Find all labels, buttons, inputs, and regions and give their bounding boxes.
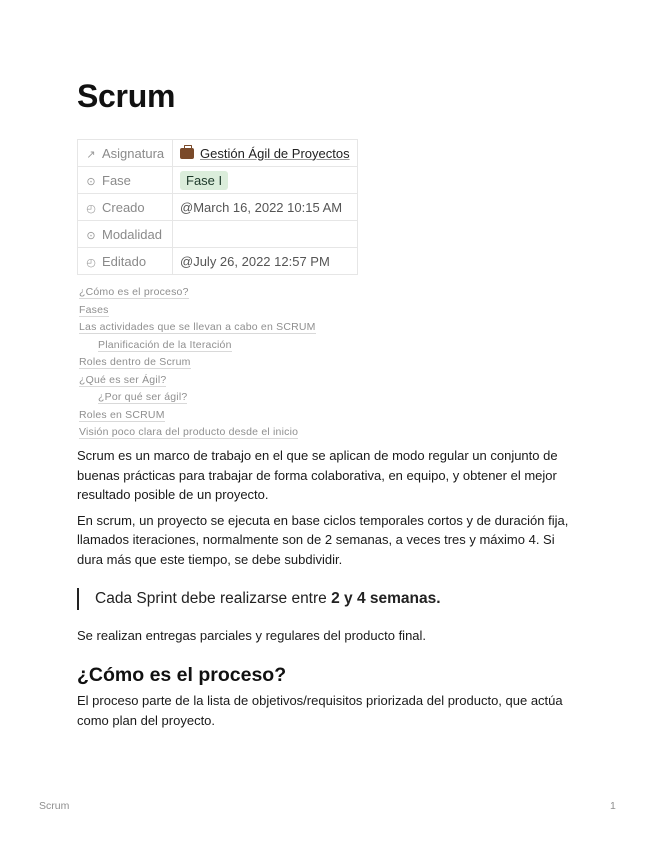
property-label: Editado bbox=[102, 253, 147, 269]
toc-item[interactable]: Visión poco clara del producto desde el inicio bbox=[79, 426, 299, 438]
toc-item[interactable]: ¿Qué es ser Ágil? bbox=[79, 373, 167, 386]
modality-value bbox=[173, 221, 358, 248]
paragraph: En scrum, un proyecto se ejecuta en base ciclos temporales cortos y de duración fija, llamados iteraciones, normalmente son de 2 semanas, a veces tres y máximo 4. Si dura más que este tiempo, se debe subdividir. bbox=[77, 512, 569, 567]
footer-title: Scrum bbox=[39, 800, 70, 812]
briefcase-icon bbox=[180, 148, 194, 159]
edited-date: @July 26, 2022 12:57 PM bbox=[173, 248, 358, 275]
phase-tag: Fase I bbox=[180, 171, 228, 190]
relation-link[interactable]: Gestión Ágil de Proyectos bbox=[200, 145, 350, 161]
page-number: 1 bbox=[610, 800, 616, 812]
property-row-asignatura bbox=[78, 140, 358, 167]
property-label: Fase bbox=[102, 172, 131, 188]
properties-table bbox=[77, 139, 358, 275]
property-row-editado bbox=[78, 248, 358, 275]
toc-item[interactable]: Planificación de la Iteración bbox=[98, 338, 232, 351]
toc-item[interactable]: Fases bbox=[79, 303, 109, 316]
toc-item[interactable]: ¿Cómo es el proceso? bbox=[79, 286, 189, 298]
property-label: Creado bbox=[102, 199, 145, 215]
table-of-contents bbox=[79, 284, 316, 442]
quote-emphasis: 2 y 4 semanas. bbox=[331, 590, 441, 607]
property-label: Modalidad bbox=[102, 226, 162, 242]
paragraph: Se realizan entregas parciales y regulares del producto final. bbox=[77, 628, 427, 643]
toc-item[interactable]: Las actividades que se llevan a cabo en SCRUM bbox=[79, 321, 316, 333]
page-content bbox=[77, 446, 569, 736]
paragraph: Scrum es un marco de trabajo en el que se aplican de modo regular un conjunto de buenas prácticas para trabajar de forma colaborativa, en equipo, y obtener el mejor resultado posible de un proyecto. bbox=[77, 448, 558, 502]
property-row-fase bbox=[78, 167, 358, 194]
page-title: Scrum bbox=[77, 78, 176, 114]
toc-item[interactable]: Roles dentro de Scrum bbox=[79, 356, 191, 368]
select-icon: ⊙ bbox=[86, 175, 96, 188]
blockquote: Cada Sprint debe realizarse entre 2 y 4 semanas. bbox=[77, 588, 569, 610]
created-date: @March 16, 2022 10:15 AM bbox=[173, 194, 358, 221]
section-heading: ¿Cómo es el proceso? bbox=[77, 663, 287, 686]
toc-item[interactable]: ¿Por qué ser ágil? bbox=[98, 391, 188, 403]
clock-icon: ◴ bbox=[86, 202, 96, 215]
property-label: Asignatura bbox=[102, 145, 165, 161]
paragraph: El proceso parte de la lista de objetivos/requisitos priorizada del producto, que actúa como plan del proyecto. bbox=[77, 693, 563, 728]
property-row-modalidad bbox=[78, 221, 358, 248]
clock-icon: ◴ bbox=[86, 256, 96, 269]
toc-item[interactable]: Roles en SCRUM bbox=[79, 408, 165, 421]
select-icon: ⊙ bbox=[86, 229, 96, 242]
arrow-up-right-icon: ↗ bbox=[86, 148, 96, 161]
property-row-creado bbox=[78, 194, 358, 221]
